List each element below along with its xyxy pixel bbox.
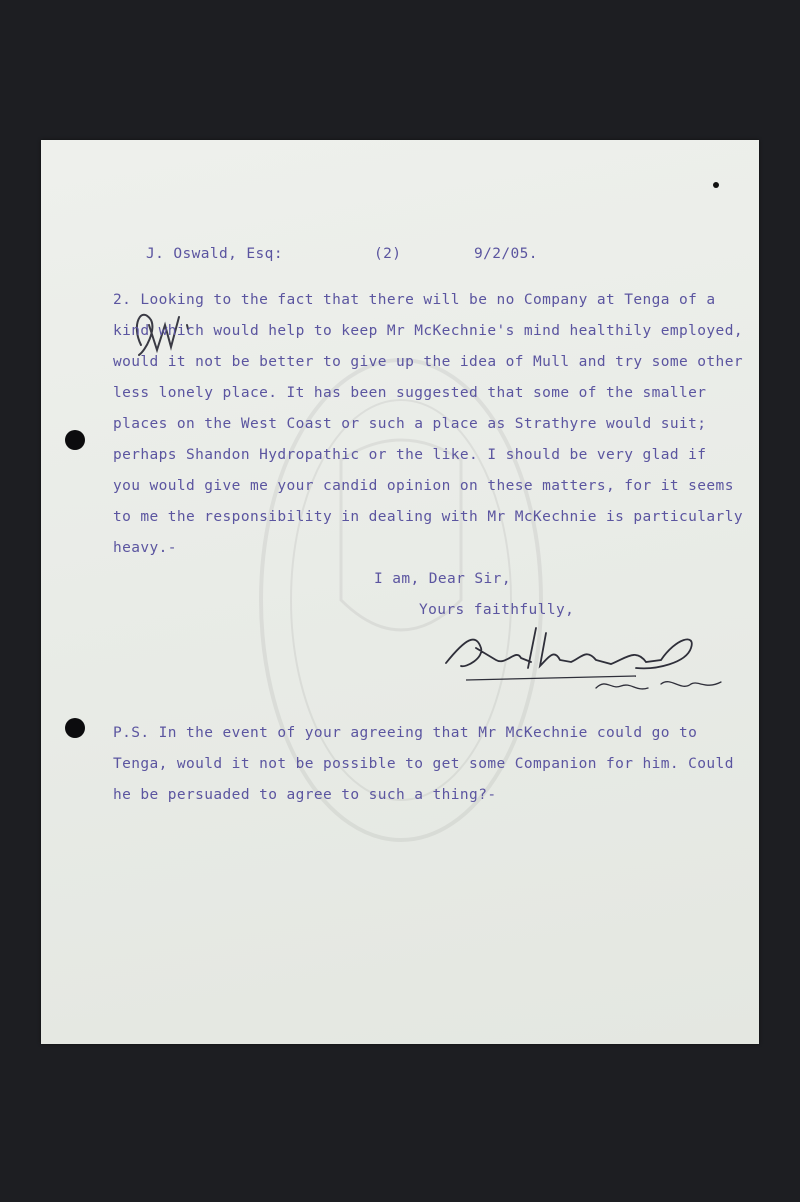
letter-page [41, 140, 759, 1044]
postscript-line: P.S. In the event of your agreeing that Mr McKechnie could go to [113, 725, 698, 741]
handwritten-signature [436, 618, 736, 708]
page-number: (2) [374, 246, 402, 262]
body-line: you would give me your candid opinion on these matters, for it seems [113, 478, 734, 494]
letter-date: 9/2/05. [474, 246, 538, 262]
letter-header [146, 246, 283, 262]
body-line: perhaps Shandon Hydropathic or the like. I should be very glad if [113, 447, 707, 463]
closing-salutation: I am, Dear Sir, [374, 571, 511, 587]
punch-hole-bottom [65, 718, 85, 738]
closing-valediction: Yours faithfully, [419, 602, 575, 618]
body-line: places on the West Coast or such a place as Strathyre would suit; [113, 416, 707, 432]
body-line: kind which would help to keep Mr McKechnie's mind healthily employed, [113, 323, 743, 339]
body-line: less lonely place. It has been suggested that some of the smaller [113, 385, 707, 401]
body-line: 2. Looking to the fact that there will be no Company at Tenga of a [113, 292, 716, 308]
body-line: would it not be better to give up the idea of Mull and try some other [113, 354, 743, 370]
addressee: J. Oswald, Esq: [146, 246, 283, 262]
body-line: heavy.- [113, 540, 177, 556]
ink-dot [713, 182, 719, 188]
body-line: to me the responsibility in dealing with Mr McKechnie is particularly [113, 509, 743, 525]
postscript-line: Tenga, would it not be possible to get some Companion for him. Could [113, 756, 734, 772]
punch-hole-top [65, 430, 85, 450]
postscript-line: he be persuaded to agree to such a thing?- [113, 787, 497, 803]
